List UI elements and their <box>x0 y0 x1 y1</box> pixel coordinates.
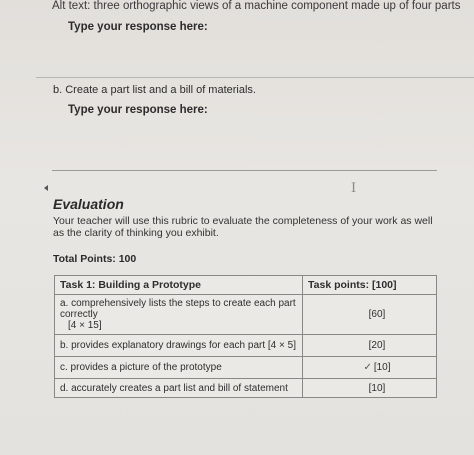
table-row <box>55 335 437 357</box>
table-row <box>55 357 437 379</box>
response-underline <box>52 170 437 171</box>
total-points: Total Points: 100 <box>53 253 137 265</box>
evaluation-title: Evaluation <box>53 196 124 212</box>
response-prompt-1[interactable]: Type your response here: <box>68 21 208 33</box>
rubric-task-b: b. provides explanatory drawings for each part [4 × 5] <box>55 335 303 357</box>
rubric-task-cell <box>55 295 303 335</box>
table-row <box>55 295 437 335</box>
response-prompt-2[interactable]: Type your response here: <box>68 104 208 116</box>
rubric-points-b: [20] <box>303 335 437 357</box>
rubric-points-d: [10] <box>303 379 437 398</box>
section-divider <box>36 77 474 78</box>
rubric-points-c: [10] <box>373 362 391 373</box>
rubric-task-d: d. accurately creates a part list and bill of statement <box>55 379 303 398</box>
checkmark-icon: ✓ <box>363 362 372 373</box>
triangle-left-icon[interactable] <box>44 185 48 191</box>
alt-text: Alt text: three orthographic views of a machine component made up of four parts <box>52 0 461 12</box>
text-cursor-icon: I <box>351 181 357 196</box>
rubric-task-c: c. provides a picture of the prototype <box>55 357 303 379</box>
rubric-header-row <box>55 276 437 295</box>
rubric-task-a-sub: [4 × 15] <box>68 320 102 331</box>
rubric-header-points: Task points: [100] <box>303 276 437 295</box>
rubric-task-a: a. comprehensively lists the steps to create each part correctly <box>60 298 296 320</box>
table-row <box>55 379 437 398</box>
evaluation-description: Your teacher will use this rubric to evaluate the completeness of your work as well as the clarity of thinking you exhibit. <box>53 215 433 239</box>
question-b: b. Create a part list and a bill of materials. <box>53 84 256 96</box>
rubric-points-a: [60] <box>303 295 437 335</box>
rubric-header-task: Task 1: Building a Prototype <box>55 276 303 295</box>
rubric-table <box>54 275 437 398</box>
rubric-points-c-cell <box>303 357 437 379</box>
